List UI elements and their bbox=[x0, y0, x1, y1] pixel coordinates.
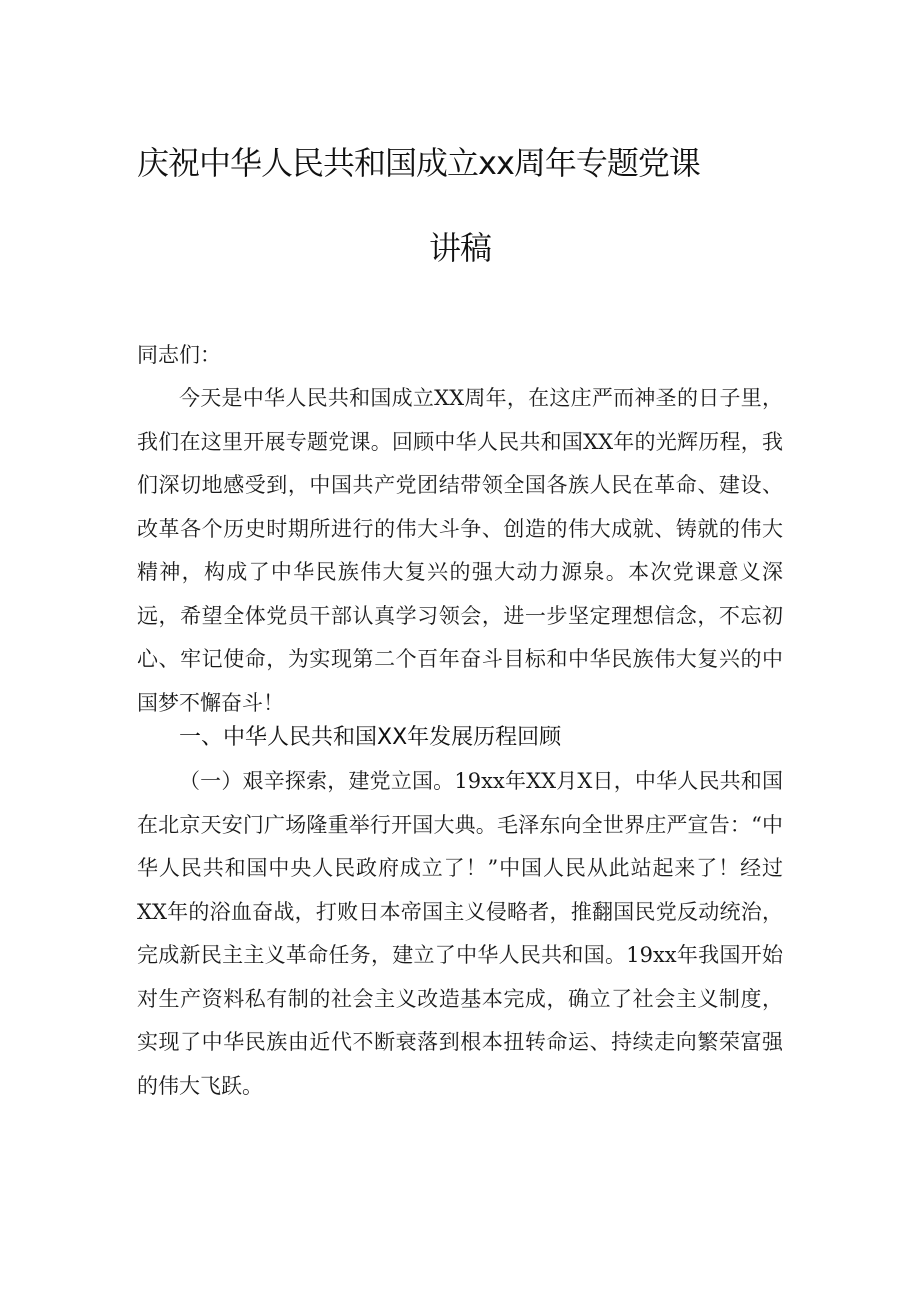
document-title-line-1: 庆祝中华人民共和国成立xx周年专题党课 bbox=[137, 144, 700, 182]
document-title-line-2: 讲稿 bbox=[428, 229, 491, 267]
salutation: 同志们： bbox=[137, 343, 221, 367]
section-paragraph: （一）艰辛探索，建党立国。19xx年XX月X日，中华人民共和国在北京天安门广场隆重举行开国大典。毛泽东向全世界庄严宣告：“中华人民共和国中央人民政府成立了！”中国人民从此站起来了！经过XX年的浴血奋战，打败日本帝国主义侵略者，推翻国民党反动统治，完成新民主主义革命任务，建立了中华人民共和国。19xx年我国开始对生产资料私有制的社会主义改造基本完成，确立了社会主义制度，实现了中华民族由近代不断衰落到根本扭转命运、持续走向繁荣富强的伟大飞跃。 bbox=[137, 769, 783, 1098]
section-heading: 一、中华人民共和国XX年发展历程回顾 bbox=[179, 725, 562, 750]
intro-paragraph: 今天是中华人民共和国成立XX周年，在这庄严而神圣的日子里，我们在这里开展专题党课。回顾中华人民共和国XX年的光辉历程，我们深切地感受到，中国共产党团结带领全国各族人民在革命、建设、改革各个历史时期所进行的伟大斗争、创造的伟大成就、铸就的伟大精神，构成了中华民族伟大复兴的强大动力源泉。本次党课意义深远，希望全体党员干部认真学习领会，进一步坚定理想信念，不忘初心、牢记使命，为实现第二个百年奋斗目标和中华民族伟大复兴的中国梦不懈奋斗！ bbox=[137, 386, 783, 715]
